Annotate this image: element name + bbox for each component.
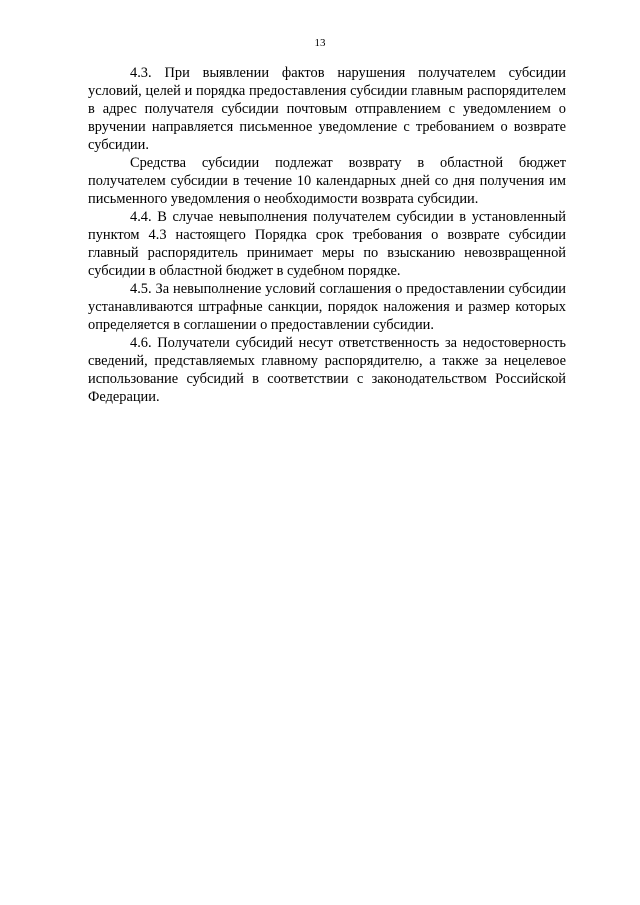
paragraph-4-6: 4.6. Получатели субсидий несут ответственность за недостоверность сведений, представляемых главному распорядителю, а также за нецелевое использование субсидий в соответствии с законодательством Российской Федерации. [88, 335, 566, 405]
document-body [88, 64, 566, 406]
paragraph-4-3-continued: Средства субсидии подлежат возврату в областной бюджет получателем субсидии в течение 10 календарных дней со дня получения им письменного уведомления о необходимости возврата субсидии. [88, 155, 566, 207]
paragraph-4-4: 4.4. В случае невыполнения получателем субсидии в установленный пунктом 4.3 настоящего Порядка срок требования о возврате субсидии главный распорядитель принимает меры по взысканию невозвращенной субсидии в областной бюджет в судебном порядке. [88, 209, 566, 279]
page-number: 13 [314, 37, 326, 49]
paragraph-4-5: 4.5. За невыполнение условий соглашения о предоставлении субсидии устанавливаются штрафные санкции, порядок наложения и размер которых определяется в соглашении о предоставлении субсидии. [88, 281, 566, 333]
paragraph-4-3: 4.3. При выявлении фактов нарушения получателем субсидии условий, целей и порядка предоставления субсидии главным распорядителем в адрес получателя субсидии почтовым отправлением с уведомлением о вручении направляется письменное уведомление с требованием о возврате субсидии. [88, 65, 566, 153]
